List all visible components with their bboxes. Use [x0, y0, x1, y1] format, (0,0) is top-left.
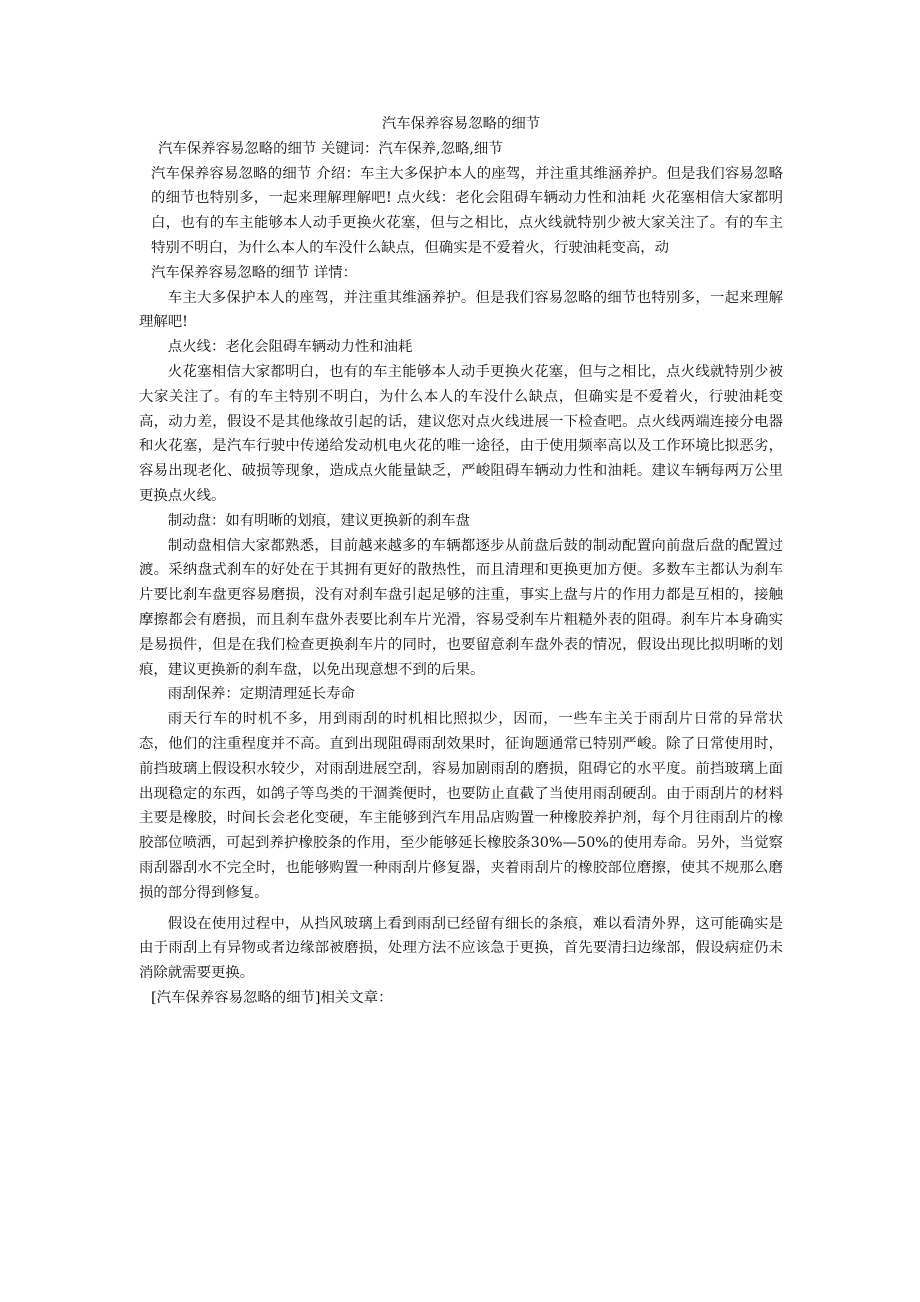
related-articles: [汽车保养容易忽略的细节]相关文章：	[151, 989, 393, 1006]
heading-brake-disc: 制动盘：如有明晰的划痕，建议更换新的刹车盘	[167, 512, 471, 529]
details-line: 汽车保养容易忽略的细节 详情：	[151, 264, 358, 281]
paragraph-brake-disc: 制动盘相信大家都熟悉，目前越来越多的车辆都逐步从前盘后鼓的制动配置向前盘后盘的配置过渡。采纳盘式刹车的好处在于其拥有更好的散热性，而且清理和更换更加方便。多数车主都认为刹车片要比刹车盘更容易磨损，没有对刹车盘引起足够的注重，事实上盘与片的作用力都是互相的，接触摩擦都会有磨损，而且刹车盘外表要比刹车片光滑，容易受刹车片粗糙外表的阻碍。刹车片本身确实是易损件，但是在我们检查更换刹车片的同时，也要留意刹车盘外表的情况，假设出现比拟明晰的划痕，建议更换新的刹车盘，以免出现意想不到的后果。	[139, 537, 783, 678]
document-body	[139, 112, 783, 1011]
document-title: 汽车保养容易忽略的细节	[381, 116, 541, 132]
intro-paragraph: 汽车保养容易忽略的细节 介绍：车主大多保护本人的座驾，并注重其维涵养护。但是我们容易忽略的细节也特别多，一起来理解理解吧! 点火线：老化会阻碍车辆动力性和油耗 火花塞相信大家都明白，也有的车主能够本人动手更换火花塞，但与之相比，点火线就特别少被大家关注了。有的车主特别不明白，为什么本人的车没什么缺点，但确实是不爱着火，行驶油耗变高，动	[151, 165, 783, 256]
heading-ignition-wire: 点火线：老化会阻碍车辆动力性和油耗	[167, 339, 413, 356]
paragraph-intro: 车主大多保护本人的座驾，并注重其维涵养护。但是我们容易忽略的细节也特别多，一起来理解理解吧!	[139, 289, 783, 331]
paragraph-wiper: 雨天行车的时机不多，用到雨刮的时机相比照拟少，因而，一些车主关于雨刮片日常的异常状态，他们的注重程度并不高。直到出现阻碍雨刮效果时，征询题通常已特别严峻。除了日常使用时，前挡玻璃上假设积水较少，对雨刮进展空刮，容易加剧雨刮的磨损，阻碍它的水平度。前挡玻璃上面出现稳定的东西，如鸽子等鸟类的干涸粪便时，也要防止直截了当使用雨刮硬刮。由于雨刮片的材料主要是橡胶，时间长会老化变硬，车主能够到汽车用品店购置一种橡胶养护剂，每个月往雨刮片的橡胶部位喷洒，可起到养护橡胶条的作用，至少能够延长橡胶条30%—50%的使用寿命。另外，当觉察雨刮器刮水不完全时，也能够购置一种雨刮片修复器，夹着雨刮片的橡胶部位磨擦，使其不规那么磨损的部分得到修复。	[139, 711, 783, 901]
heading-wiper: 雨刮保养：定期清理延长寿命	[167, 686, 355, 703]
paragraph-ignition-wire: 火花塞相信大家都明白，也有的车主能够本人动手更换火花塞，但与之相比，点火线就特别少被大家关注了。有的车主特别不明白，为什么本人的车没什么缺点，但确实是不爱着火，行驶油耗变高，动力差，假设不是其他缘故引起的话，建议您对点火线进展一下检查吧。点火线两端连接分电器和火花塞，是汽车行驶中传递给发动机电火花的唯一途径，由于使用频率高以及工作环境比拟恶劣，容易出现老化、破损等现象，造成点火能量缺乏，严峻阻碍车辆动力性和油耗。建议车辆每两万公里更换点火线。	[139, 363, 783, 504]
keywords-line: 汽车保养容易忽略的细节 关键词：汽车保养,忽略,细节	[158, 140, 503, 157]
paragraph-wiper-streaks: 假设在使用过程中，从挡风玻璃上看到雨刮已经留有细长的条痕，难以看清外界，这可能确实是由于雨刮上有异物或者边缘部被磨损，处理方法不应该急于更换，首先要清扫边缘部，假设病症仍未消除就需要更换。	[139, 915, 783, 982]
